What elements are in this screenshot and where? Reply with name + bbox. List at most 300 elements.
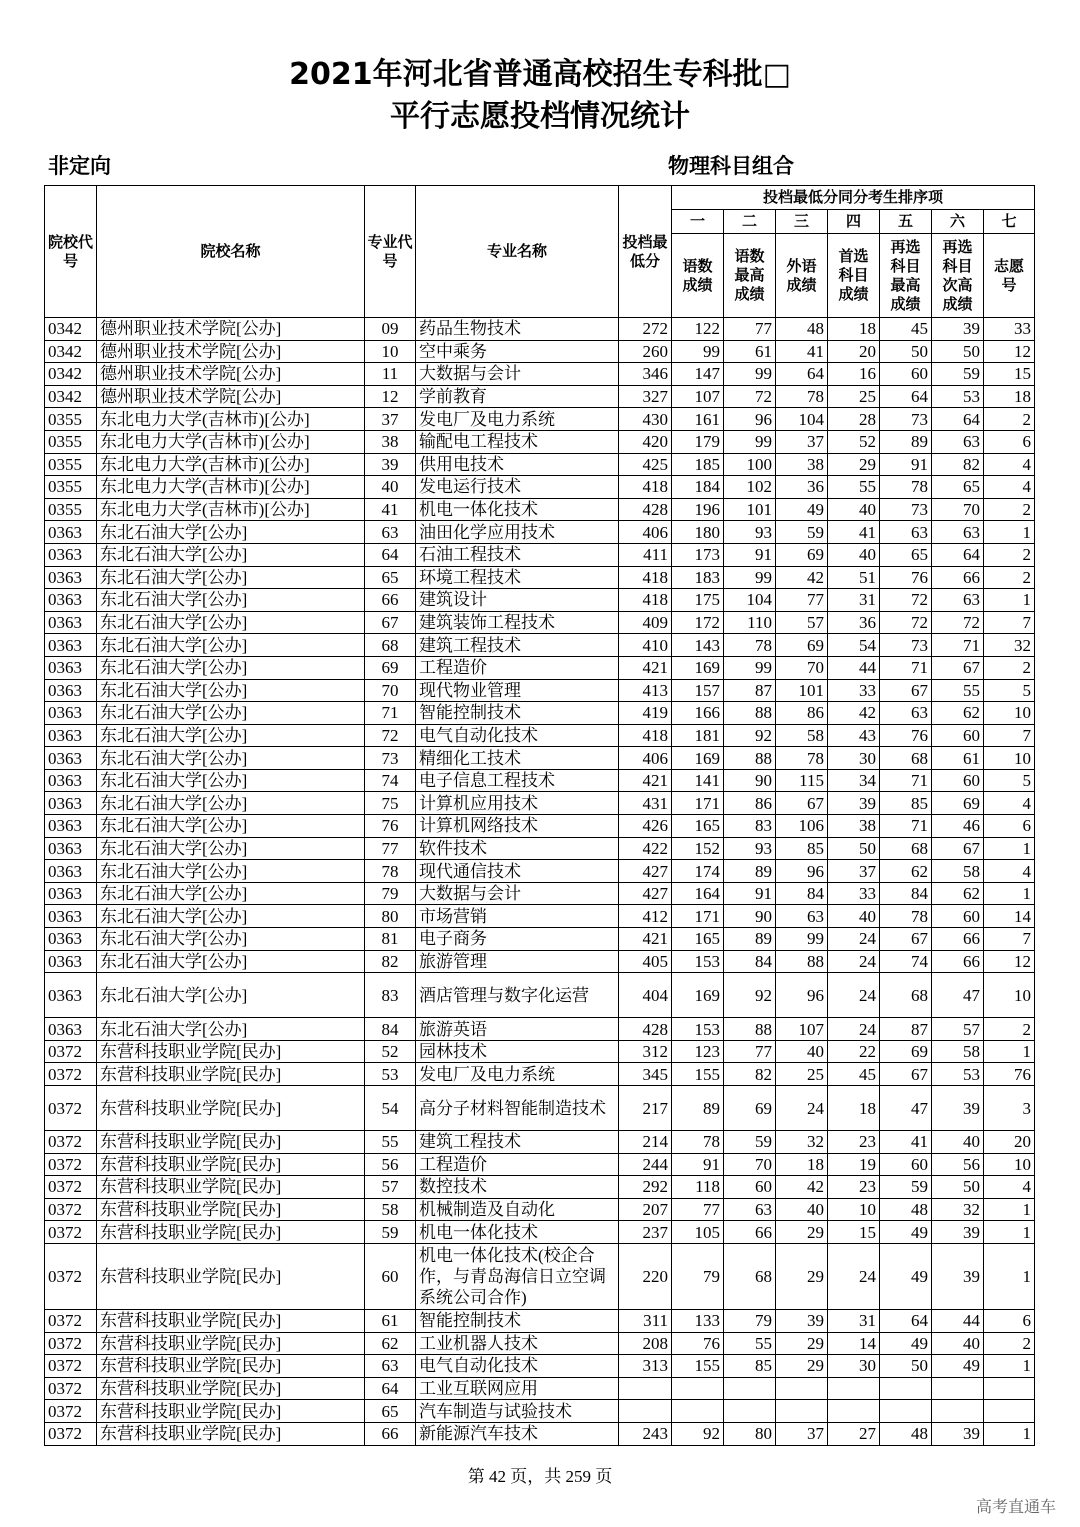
cell-second-max: 78 (880, 476, 932, 499)
cell-major-code: 66 (365, 589, 416, 612)
cell-choice-no: 3 (984, 1086, 1035, 1131)
min-score (619, 1400, 672, 1423)
cell-foreign: 49 (776, 498, 828, 521)
cell-first-subject: 18 (828, 1086, 880, 1131)
cell-school-name: 东营科技职业学院[民办] (97, 1309, 365, 1332)
cell-foreign: 77 (776, 589, 828, 612)
cell-school-name: 东北电力大学(吉林市)[公办] (97, 476, 365, 499)
cell-yushu-max: 99 (724, 656, 776, 679)
header-order-6: 六 (932, 210, 984, 234)
cell-major-code: 65 (365, 566, 416, 589)
cell-second-next: 66 (932, 950, 984, 973)
cell-second-max: 84 (880, 882, 932, 905)
cell-first-subject: 18 (828, 318, 880, 341)
cell-school-code: 0355 (45, 453, 97, 476)
min-score: 412 (619, 905, 672, 928)
cell-foreign: 106 (776, 815, 828, 838)
cell-second-max: 64 (880, 1309, 932, 1332)
cell-foreign: 37 (776, 430, 828, 453)
cell-first-subject (828, 1377, 880, 1400)
cell-yushu-max: 93 (724, 521, 776, 544)
cell-school-code: 0372 (45, 1422, 97, 1445)
table-row (45, 408, 1035, 431)
cell-first-subject: 14 (828, 1332, 880, 1355)
table-row (45, 453, 1035, 476)
cell-major-code: 76 (365, 815, 416, 838)
table-row (45, 385, 1035, 408)
cell-first-subject: 15 (828, 1221, 880, 1244)
cell-school-code: 0363 (45, 882, 97, 905)
min-score: 208 (619, 1332, 672, 1355)
min-score: 327 (619, 385, 672, 408)
cell-major-name: 空中乘务 (416, 340, 619, 363)
cell-second-max: 87 (880, 1018, 932, 1041)
cell-yushu: 196 (672, 498, 724, 521)
cell-yushu-max: 91 (724, 882, 776, 905)
header-col-6: 再选科目次高成绩 (932, 234, 984, 318)
cell-first-subject: 23 (828, 1131, 880, 1154)
cell-school-name: 东北石油大学[公办] (97, 905, 365, 928)
cell-yushu: 78 (672, 1131, 724, 1154)
cell-major-code: 52 (365, 1040, 416, 1063)
cell-yushu-max: 84 (724, 950, 776, 973)
table-row (45, 905, 1035, 928)
cell-foreign: 24 (776, 1086, 828, 1131)
cell-second-next: 61 (932, 747, 984, 770)
cell-school-code: 0355 (45, 498, 97, 521)
cell-yushu-max: 101 (724, 498, 776, 521)
table-row (45, 1063, 1035, 1086)
cell-second-max: 72 (880, 589, 932, 612)
cell-second-max: 60 (880, 363, 932, 386)
cell-second-max: 65 (880, 543, 932, 566)
cell-first-subject: 22 (828, 1040, 880, 1063)
cell-foreign: 107 (776, 1018, 828, 1041)
cell-yushu-max: 78 (724, 634, 776, 657)
cell-major-code: 09 (365, 318, 416, 341)
cell-major-name: 发电运行技术 (416, 476, 619, 499)
cell-yushu: 77 (672, 1198, 724, 1221)
cell-yushu-max: 66 (724, 1221, 776, 1244)
cell-second-next: 55 (932, 679, 984, 702)
cell-major-name: 工业互联网应用 (416, 1377, 619, 1400)
cell-foreign: 18 (776, 1153, 828, 1176)
cell-yushu-max: 77 (724, 1040, 776, 1063)
cell-foreign: 29 (776, 1221, 828, 1244)
min-score: 425 (619, 453, 672, 476)
cell-school-code: 0363 (45, 589, 97, 612)
cell-first-subject: 51 (828, 566, 880, 589)
cell-choice-no: 12 (984, 950, 1035, 973)
table-row (45, 1086, 1035, 1131)
cell-school-code: 0372 (45, 1063, 97, 1086)
cell-first-subject: 41 (828, 521, 880, 544)
cell-yushu: 173 (672, 543, 724, 566)
min-score: 418 (619, 724, 672, 747)
cell-second-next: 39 (932, 318, 984, 341)
cell-second-max: 91 (880, 453, 932, 476)
cell-major-code: 65 (365, 1400, 416, 1423)
cell-second-next: 57 (932, 1018, 984, 1041)
cell-first-subject: 40 (828, 498, 880, 521)
cell-major-code: 71 (365, 702, 416, 725)
cell-major-code: 83 (365, 973, 416, 1018)
cell-yushu: 169 (672, 656, 724, 679)
cell-choice-no: 1 (984, 882, 1035, 905)
cell-first-subject: 40 (828, 543, 880, 566)
table-row (45, 1131, 1035, 1154)
cell-school-code: 0363 (45, 837, 97, 860)
cell-major-code: 80 (365, 905, 416, 928)
cell-foreign: 29 (776, 1243, 828, 1309)
cell-second-max: 68 (880, 973, 932, 1018)
table-row (45, 1243, 1035, 1309)
cell-foreign: 96 (776, 973, 828, 1018)
min-score: 422 (619, 837, 672, 860)
cell-second-max: 48 (880, 1422, 932, 1445)
min-score: 431 (619, 792, 672, 815)
cell-major-code: 53 (365, 1063, 416, 1086)
cell-major-name: 大数据与会计 (416, 882, 619, 905)
min-score: 418 (619, 476, 672, 499)
cell-second-next: 53 (932, 385, 984, 408)
cell-major-code: 70 (365, 679, 416, 702)
table-row (45, 430, 1035, 453)
cell-choice-no: 7 (984, 724, 1035, 747)
cell-first-subject: 24 (828, 950, 880, 973)
cell-first-subject: 37 (828, 860, 880, 883)
cell-yushu-max: 99 (724, 430, 776, 453)
cell-foreign: 58 (776, 724, 828, 747)
cell-school-code: 0372 (45, 1153, 97, 1176)
cell-foreign: 40 (776, 1040, 828, 1063)
cell-foreign: 88 (776, 950, 828, 973)
cell-foreign: 69 (776, 543, 828, 566)
cell-school-code: 0363 (45, 1018, 97, 1041)
min-score: 312 (619, 1040, 672, 1063)
cell-second-next: 59 (932, 363, 984, 386)
cell-first-subject: 23 (828, 1176, 880, 1199)
cell-second-next: 63 (932, 589, 984, 612)
header-order-5: 五 (880, 210, 932, 234)
cell-choice-no: 7 (984, 928, 1035, 951)
table-row (45, 747, 1035, 770)
cell-major-name: 园林技术 (416, 1040, 619, 1063)
cell-school-name: 东北石油大学[公办] (97, 882, 365, 905)
cell-choice-no: 1 (984, 1243, 1035, 1309)
min-score: 260 (619, 340, 672, 363)
cell-major-code: 11 (365, 363, 416, 386)
cell-school-name: 德州职业技术学院[公办] (97, 318, 365, 341)
cell-second-next: 50 (932, 340, 984, 363)
table-row (45, 860, 1035, 883)
cell-major-code: 64 (365, 1377, 416, 1400)
cell-major-name: 机电一体化技术(校企合作，与青岛海信日立空调系统公司合作) (416, 1243, 619, 1309)
table-row (45, 498, 1035, 521)
cell-foreign: 84 (776, 882, 828, 905)
cell-school-code: 0342 (45, 318, 97, 341)
cell-major-name: 现代物业管理 (416, 679, 619, 702)
cell-yushu-max: 89 (724, 928, 776, 951)
cell-school-code: 0363 (45, 950, 97, 973)
cell-choice-no: 4 (984, 453, 1035, 476)
cell-yushu-max: 93 (724, 837, 776, 860)
cell-choice-no: 6 (984, 430, 1035, 453)
cell-choice-no: 2 (984, 543, 1035, 566)
cell-school-name: 东北石油大学[公办] (97, 1018, 365, 1041)
cell-school-name: 东北电力大学(吉林市)[公办] (97, 498, 365, 521)
cell-school-code: 0363 (45, 611, 97, 634)
cell-yushu-max: 91 (724, 543, 776, 566)
cell-second-max: 63 (880, 702, 932, 725)
cell-school-code: 0363 (45, 521, 97, 544)
cell-second-max: 41 (880, 1131, 932, 1154)
cell-school-name: 东北石油大学[公办] (97, 860, 365, 883)
cell-second-max: 73 (880, 408, 932, 431)
cell-second-max: 59 (880, 1176, 932, 1199)
table-row (45, 656, 1035, 679)
cell-yushu-max: 96 (724, 408, 776, 431)
cell-second-max: 67 (880, 1063, 932, 1086)
cell-major-code: 82 (365, 950, 416, 973)
cell-foreign: 37 (776, 1422, 828, 1445)
table-row (45, 792, 1035, 815)
cell-foreign: 69 (776, 634, 828, 657)
cell-yushu-max: 88 (724, 747, 776, 770)
cell-yushu: 161 (672, 408, 724, 431)
header-order-2: 二 (724, 210, 776, 234)
cell-choice-no: 1 (984, 1221, 1035, 1244)
cell-second-next: 32 (932, 1198, 984, 1221)
cell-major-code: 69 (365, 656, 416, 679)
cell-school-name: 东营科技职业学院[民办] (97, 1221, 365, 1244)
cell-foreign (776, 1400, 828, 1423)
cell-foreign: 29 (776, 1332, 828, 1355)
header-col-3: 外语成绩 (776, 234, 828, 318)
cell-yushu-max: 55 (724, 1332, 776, 1355)
cell-yushu: 175 (672, 589, 724, 612)
cell-second-max: 72 (880, 611, 932, 634)
min-score: 428 (619, 498, 672, 521)
cell-second-next: 69 (932, 792, 984, 815)
min-score: 419 (619, 702, 672, 725)
cell-foreign: 32 (776, 1131, 828, 1154)
cell-yushu: 153 (672, 950, 724, 973)
table-row (45, 724, 1035, 747)
cell-foreign: 64 (776, 363, 828, 386)
cell-choice-no: 1 (984, 1355, 1035, 1378)
header-col-2: 语数最高成绩 (724, 234, 776, 318)
cell-school-name: 德州职业技术学院[公办] (97, 385, 365, 408)
cell-second-next: 66 (932, 566, 984, 589)
cell-yushu-max: 79 (724, 1309, 776, 1332)
header-major-code: 专业代号 (365, 186, 416, 318)
header-order-7: 七 (984, 210, 1035, 234)
cell-major-code: 77 (365, 837, 416, 860)
cell-second-max: 78 (880, 905, 932, 928)
cell-yushu: 185 (672, 453, 724, 476)
cell-major-code: 84 (365, 1018, 416, 1041)
cell-foreign: 40 (776, 1198, 828, 1221)
table-row (45, 363, 1035, 386)
cell-school-name: 东北石油大学[公办] (97, 769, 365, 792)
cell-major-name: 供用电技术 (416, 453, 619, 476)
cell-choice-no: 10 (984, 702, 1035, 725)
cell-choice-no: 32 (984, 634, 1035, 657)
min-score: 413 (619, 679, 672, 702)
cell-second-next: 82 (932, 453, 984, 476)
cell-choice-no: 76 (984, 1063, 1035, 1086)
cell-major-name: 酒店管理与数字化运营 (416, 973, 619, 1018)
cell-school-name: 东营科技职业学院[民办] (97, 1086, 365, 1131)
cell-second-next: 67 (932, 837, 984, 860)
cell-choice-no: 7 (984, 611, 1035, 634)
table-row (45, 589, 1035, 612)
cell-school-code: 0372 (45, 1198, 97, 1221)
table-row (45, 769, 1035, 792)
cell-foreign: 115 (776, 769, 828, 792)
cell-major-name: 油田化学应用技术 (416, 521, 619, 544)
cell-yushu-max: 68 (724, 1243, 776, 1309)
cell-major-name: 智能控制技术 (416, 1309, 619, 1332)
cell-school-code: 0372 (45, 1309, 97, 1332)
cell-school-name: 东北石油大学[公办] (97, 928, 365, 951)
min-score: 311 (619, 1309, 672, 1332)
cell-major-code: 78 (365, 860, 416, 883)
cell-second-max: 71 (880, 769, 932, 792)
cell-second-max: 50 (880, 1355, 932, 1378)
cell-first-subject: 16 (828, 363, 880, 386)
cell-major-name: 电气自动化技术 (416, 724, 619, 747)
cell-second-next: 53 (932, 1063, 984, 1086)
cell-major-name: 精细化工技术 (416, 747, 619, 770)
cell-yushu-max: 80 (724, 1422, 776, 1445)
cell-choice-no: 4 (984, 1176, 1035, 1199)
cell-major-code: 74 (365, 769, 416, 792)
cell-school-code: 0342 (45, 385, 97, 408)
cell-school-code: 0355 (45, 430, 97, 453)
cell-yushu: 153 (672, 1018, 724, 1041)
cell-school-code: 0363 (45, 747, 97, 770)
cell-yushu: 118 (672, 1176, 724, 1199)
cell-major-name: 旅游管理 (416, 950, 619, 973)
cell-yushu: 133 (672, 1309, 724, 1332)
cell-choice-no: 5 (984, 769, 1035, 792)
cell-yushu: 92 (672, 1422, 724, 1445)
cell-major-name: 机械制造及自动化 (416, 1198, 619, 1221)
cell-first-subject: 33 (828, 882, 880, 905)
min-score: 406 (619, 521, 672, 544)
cell-second-max: 73 (880, 634, 932, 657)
cell-foreign: 67 (776, 792, 828, 815)
cell-foreign (776, 1377, 828, 1400)
cell-major-code: 60 (365, 1243, 416, 1309)
cell-second-max: 74 (880, 950, 932, 973)
cell-foreign: 70 (776, 656, 828, 679)
cell-first-subject: 54 (828, 634, 880, 657)
cell-yushu: 79 (672, 1243, 724, 1309)
cell-yushu: 165 (672, 815, 724, 838)
cell-yushu-max: 110 (724, 611, 776, 634)
min-score: 430 (619, 408, 672, 431)
cell-major-name: 现代通信技术 (416, 860, 619, 883)
cell-major-name: 学前教育 (416, 385, 619, 408)
cell-yushu: 89 (672, 1086, 724, 1131)
cell-major-code: 41 (365, 498, 416, 521)
cell-second-next: 71 (932, 634, 984, 657)
header-school-code: 院校代号 (45, 186, 97, 318)
min-score: 345 (619, 1063, 672, 1086)
cell-first-subject: 43 (828, 724, 880, 747)
cell-school-code: 0342 (45, 363, 97, 386)
cell-second-next: 58 (932, 860, 984, 883)
cell-foreign: 29 (776, 1355, 828, 1378)
cell-major-name: 新能源汽车技术 (416, 1422, 619, 1445)
cell-yushu (672, 1377, 724, 1400)
cell-second-max: 67 (880, 928, 932, 951)
cell-school-code: 0372 (45, 1086, 97, 1131)
cell-second-next: 47 (932, 973, 984, 1018)
cell-major-code: 61 (365, 1309, 416, 1332)
cell-second-max: 69 (880, 1040, 932, 1063)
cell-school-code: 0363 (45, 543, 97, 566)
cell-major-code: 68 (365, 634, 416, 657)
cell-yushu: 152 (672, 837, 724, 860)
cell-school-name: 东北石油大学[公办] (97, 521, 365, 544)
cell-first-subject: 19 (828, 1153, 880, 1176)
table-row (45, 340, 1035, 363)
cell-foreign: 96 (776, 860, 828, 883)
cell-major-name: 数控技术 (416, 1176, 619, 1199)
min-score: 418 (619, 589, 672, 612)
cell-first-subject: 24 (828, 1243, 880, 1309)
cell-yushu-max: 85 (724, 1355, 776, 1378)
table-row (45, 543, 1035, 566)
cell-yushu-max: 83 (724, 815, 776, 838)
cell-yushu-max: 82 (724, 1063, 776, 1086)
cell-major-code: 63 (365, 521, 416, 544)
cell-first-subject: 25 (828, 385, 880, 408)
cell-foreign: 36 (776, 476, 828, 499)
cell-yushu-max: 100 (724, 453, 776, 476)
cell-foreign: 42 (776, 1176, 828, 1199)
cell-second-max: 89 (880, 430, 932, 453)
cell-major-code: 75 (365, 792, 416, 815)
cell-major-code: 37 (365, 408, 416, 431)
cell-major-name: 建筑设计 (416, 589, 619, 612)
cell-yushu-max: 99 (724, 363, 776, 386)
cell-major-name: 工程造价 (416, 656, 619, 679)
cell-second-next: 44 (932, 1309, 984, 1332)
table-row (45, 1221, 1035, 1244)
cell-major-name: 计算机网络技术 (416, 815, 619, 838)
cell-school-code: 0372 (45, 1243, 97, 1309)
cell-school-name: 东北石油大学[公办] (97, 837, 365, 860)
cell-foreign: 85 (776, 837, 828, 860)
table-row (45, 1400, 1035, 1423)
cell-first-subject: 50 (828, 837, 880, 860)
min-score: 411 (619, 543, 672, 566)
cell-choice-no: 5 (984, 679, 1035, 702)
cell-school-code: 0363 (45, 792, 97, 815)
cell-school-code: 0363 (45, 905, 97, 928)
cell-major-name: 机电一体化技术 (416, 498, 619, 521)
table-row (45, 1176, 1035, 1199)
cell-yushu-max: 104 (724, 589, 776, 612)
table-row (45, 1377, 1035, 1400)
cell-school-name: 东营科技职业学院[民办] (97, 1040, 365, 1063)
cell-yushu: 99 (672, 340, 724, 363)
